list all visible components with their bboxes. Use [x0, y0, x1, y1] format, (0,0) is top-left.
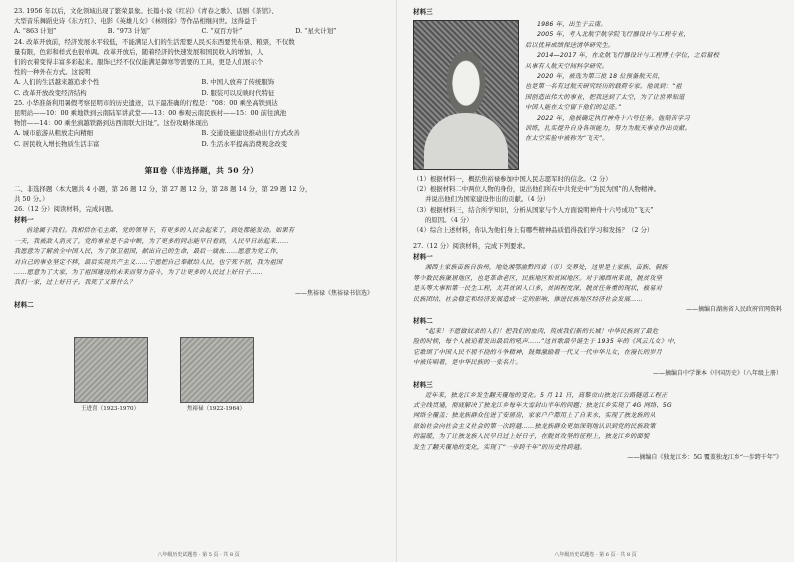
q26-title: 26.（12 分）阅读材料，完成问题。 — [14, 205, 118, 214]
astronaut-photo — [413, 20, 519, 170]
q27-m3-line: 式全线贯通，彻底解决了独龙江乡每年大雪封山半年的问题；独龙江乡实现了 4G 网络、5G — [413, 402, 672, 410]
m1-line: 我愿意为了解放全中国人民，为了保卫祖国，献出自己的生命，最后一滴血……愿意为党工作， — [14, 248, 283, 256]
q27-m3-line: 网络全覆盖；独龙族群众住进了安居房，家家户户都用上了自来水，实现了独龙族的从 — [413, 412, 656, 420]
m3-line: 2014—2017 年，在北航飞行器设计与工程博士学位，之后留校 — [537, 52, 720, 60]
q27-m3-line: 近年来，独龙江乡发生翻天覆地的变化。5 月 11 日，高黎贡山独龙江公路隧道工程正 — [425, 391, 668, 399]
q27-m2-line: 它歌颂了中国人民不屈不挠的斗争精神，鼓舞激励着一代又一代中华儿女，在漫长的岁月 — [413, 348, 663, 356]
q23-option-d: D. “星火计划” — [295, 27, 337, 36]
q24-stem-line: 性的一种外在方式。这说明 — [14, 68, 91, 77]
q24-option-c: C. 改革开放改变经济结构 — [14, 88, 87, 97]
q24-option-b: B. 中国人放弃了传统服饰 — [201, 78, 275, 87]
photo-caption: 王进喜（1923-1970） — [80, 405, 140, 412]
q24-options — [14, 77, 389, 97]
q27-m1-line: 民族团结、社会稳定和经济发展造成一定的影响，推进民族地区经济社会发展…… — [413, 295, 643, 303]
q26-sub-question: （4）综合上述材料，你认为他们身上有哪些精神品质值得我们学习和发扬？（2 分） — [413, 226, 654, 235]
q27-m1-line: 是头等大事和第一民生工程，尤其贫困人口多，贫困程度深，脱贫任务重的现状，极易对 — [413, 285, 663, 293]
q27-m2-line: “起来！不愿做奴隶的人们！把我们的血肉，筑成我们新的长城！中华民族到了最危 — [425, 328, 659, 336]
q26-sub-question: （3）根据材料三，结合所学知识，分析从国家与个人方面说明神舟十六号成功“飞天” — [413, 205, 654, 214]
q25-option-d: D. 生活水平提高消费观念改变 — [201, 139, 288, 148]
q27-m3-line: 原始社会向社会主义社会的第一次跨越……独龙族群众更加深刻地认识到党的民族政策 — [413, 422, 656, 430]
q24-stem-line: 量有限，色彩和样式也很单调。改革开放后，随着经济的快速发展和国民收入的增加，人 — [14, 47, 264, 56]
m1-line: ……愿意为了大家，为了祖国建设的未来而努力奋斗，为了让更多的人民过上好日子…… — [14, 269, 264, 277]
material-2-photos — [74, 337, 389, 413]
q24-stem-line: 们的衣着变得丰富多彩起来。服饰已经不仅仅能满足御寒等需要的工具，更是人们展示个 — [14, 58, 264, 67]
m3-line: 后以优异成绩保送清华研究生。 — [525, 41, 615, 49]
q25-option-c: C. 居民收入增长物质生活丰富 — [14, 139, 100, 148]
m3-line: 2022 年，他被确定执行神舟十六号任务。他刻苦学习 — [537, 114, 690, 122]
q27-material-1-label: 材料一 — [413, 253, 433, 262]
material-1-source: ——焦裕禄《焦裕禄书信选》 — [294, 289, 373, 297]
q26-sub-question: （2）根据材料二中两位人物的身份，说出他们所在中共党史中“为民为国”的人物精神。 — [413, 185, 661, 194]
q27-material-3-source: ——摘编自《独龙江乡：5G 覆盖独龙江乡“一步跨千年”》 — [627, 454, 782, 462]
q27-m2-line: 险的时候，每个人被迫着发出最后的吼声……”这首歌最早诞生于 1935 年的《风云儿女》中， — [413, 338, 681, 346]
photo-wang-jinxi — [74, 337, 146, 413]
q27-m3-line: 发生了翻天覆地的变化，实现了“一步跨千年”的历史性跨越。 — [413, 443, 586, 451]
photo-image — [74, 337, 148, 403]
m1-line: 我们一家，过上好日子。我死了又算什么？ — [14, 279, 136, 287]
q26-sub-question: （1）根据材料一，概括焦裕禄参加中国人民志愿军时的信念。（2 分） — [413, 175, 612, 183]
q23-stem-line: 23. 1956 年以后，文化领域出现了繁荣景象。长篇小说《红岩》《青春之歌》、话剧《茶馆》、 — [14, 7, 278, 15]
m1-line: 对自己的事业坚定不移，最后实现共产主义……宁愿把自己奉献给人民，也宁死不屈，我为祖国 — [14, 258, 283, 266]
q27-material-1-text — [413, 263, 782, 305]
m3-line: 2020 年，被选为第三批 18 位预备航天员， — [537, 73, 665, 81]
q27-m3-line: 的温暖，为了让独龙族人民早日过上好日子，在脱贫攻坚的征程上，独龙江乡的面貌 — [413, 433, 650, 441]
q23-option-a: A. “863 计划” — [14, 27, 57, 36]
section-title: 第Ⅱ卷（非选择题，共 50 分） — [144, 165, 259, 175]
m3-line: 也是第一名有过航天研究经历的载荷专家。他说到：“祖 — [525, 83, 682, 91]
q27-material-1-source: ——摘编自湖南省人民政府官网资料 — [685, 306, 782, 314]
m3-line: 2005 年，考入北航宇航学院飞行器设计与工程专业， — [537, 31, 690, 39]
q27-material-2-label: 材料二 — [413, 317, 433, 326]
page-footer: 八年级历史试题卷 · 第 6 页 · 共 8 页 — [554, 552, 637, 558]
m1-line: 前途属于我们。我相信在毛主席、党的领导下，有更多的人民会起来了，到处都能发动。如果有 — [26, 227, 295, 235]
q27-material-3-label: 材料三 — [413, 380, 433, 389]
m3-line: 训练，扎实提升自身各项能力，努力为航天事业作出贡献。 — [525, 125, 692, 133]
right-page — [397, 0, 794, 562]
q27-title: 27.（12 分）阅读材料，完成下列要求。 — [413, 242, 530, 251]
question-23 — [14, 6, 389, 37]
q23-options — [14, 26, 389, 36]
m3-line: 国创造出伟大的事业，把我送到了太空，为了让世界知道 — [525, 93, 685, 101]
material-1-label: 材料一 — [14, 216, 34, 225]
material-2-label: 材料二 — [14, 300, 34, 309]
q23-option-c: C. “双百方针” — [201, 27, 243, 36]
q23-option-b: B. “973 计划” — [107, 27, 151, 36]
q27-m1-line: 等少数民族聚居地区，也是革命老区，民族地区和贫困地区。对于湘西州来说，脱贫攻坚 — [413, 274, 663, 282]
q27-material-2-source: ——摘编自中学课本《中国历史》（八年级上册） — [652, 369, 782, 377]
m3-line: 在太空实验中被称为“飞天”。 — [525, 135, 609, 143]
instructions-line: 二、非选择题（本大题共 4 小题，第 26 题 12 分，第 27 题 12 分，第 28 题 14 分，第 29 题 12 分， — [14, 184, 312, 193]
m3-line: 1986 年，出生于云南。 — [537, 21, 607, 28]
question-25 — [14, 98, 389, 149]
q23-stem-line: 大型音乐舞蹈史诗《东方红》、电影《英雄儿女》《林则徐》等作品相继问世。这得益于 — [14, 17, 257, 26]
q26-questions — [413, 174, 782, 235]
q25-option-a: A. 城市旅游从粗放走向精细 — [14, 129, 93, 138]
m3-line: 中国人能在太空留下他们的足迹。” — [525, 104, 622, 112]
q25-stem-line: 物馆——14：00 乘坐滇越铁路到达西南联大旧址”。这份攻略体现出 — [14, 119, 209, 128]
material-3-text — [525, 20, 782, 170]
photo-jiao-yulu — [180, 337, 252, 413]
q27-material-2-text — [413, 327, 782, 369]
q26-sub-question: 并说出他们为国家建设作出的贡献。（4 分） — [425, 195, 550, 204]
q27-m1-line: 湘西土家族苗族自治州，地处湘鄂渝黔四省（市）交界处，这里是土家族、苗族、侗族 — [425, 264, 668, 272]
material-3 — [413, 20, 782, 170]
material-3-label: 材料三 — [413, 8, 433, 16]
m1-line: 一天，我被敌人消灭了，党的事业是不会中断，为了更多的同志能早日看到，人民早日站起来…… — [14, 237, 289, 245]
q24-stem-line: 24. 改革开放前，经济发展水平较低，不能满足人们的生活需要人民买东西要凭布票、粮票，不仅数 — [14, 37, 295, 46]
m3-line: 从事有人航天空间科学研究。 — [525, 62, 609, 70]
astronaut-suit — [424, 113, 507, 169]
q24-option-d: D. 服装可以反映时代特征 — [201, 88, 275, 97]
q25-option-b: B. 交通设施建设推动出行方式改善 — [201, 129, 300, 138]
q26-sub-question: 的原因。（4 分） — [425, 215, 473, 224]
q24-option-a: A. 人们的生活越来越追求个性 — [14, 78, 100, 87]
q27-material-3-text — [413, 391, 782, 453]
q25-stem-line: 昆明站——10：00 乘地铁到云南陆军讲武堂——13：00 参观云南民族村——15：00 前往滇池 — [14, 109, 287, 118]
q25-options — [14, 128, 389, 148]
instructions-line: 共 50 分。） — [14, 195, 49, 204]
page-footer: 八年级历史试题卷 · 第 5 页 · 共 8 页 — [157, 552, 240, 558]
question-24 — [14, 37, 389, 98]
photo-image — [180, 337, 254, 403]
material-1-text — [14, 226, 389, 288]
photo-caption: 焦裕禄（1922-1964） — [186, 405, 246, 412]
q27-m2-line: 中被传唱着，是中华民族的一张名片。 — [413, 359, 522, 367]
q25-stem-line: 25. 小华准备利用暑假考察昆明市的历史遗迹，以下最准确的行程是：“08：00 乘坐高铁到达 — [14, 98, 278, 107]
